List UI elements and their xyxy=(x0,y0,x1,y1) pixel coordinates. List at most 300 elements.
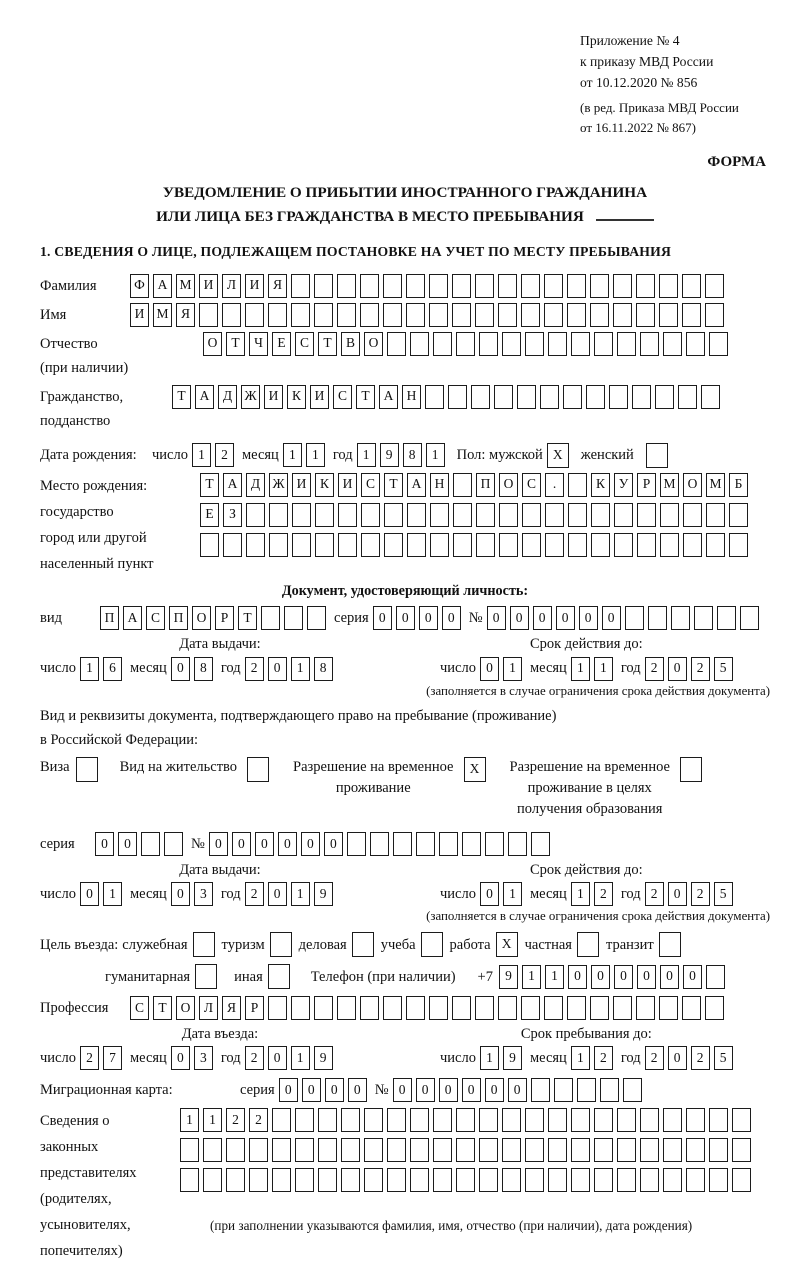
stay-day-input[interactable] xyxy=(480,1046,522,1070)
char-cell[interactable] xyxy=(663,332,682,356)
char-cell[interactable] xyxy=(571,1168,590,1192)
char-cell[interactable]: И xyxy=(292,473,311,497)
char-cell[interactable]: Е xyxy=(272,332,291,356)
char-cell[interactable]: П xyxy=(476,473,495,497)
purpose-rabota-checkbox[interactable] xyxy=(496,932,518,957)
char-cell[interactable]: 0 xyxy=(439,1078,458,1102)
char-cell[interactable]: И xyxy=(264,385,283,409)
char-cell[interactable]: О xyxy=(176,996,195,1020)
purpose-chastnaya-checkbox[interactable] xyxy=(577,932,599,957)
char-cell[interactable] xyxy=(545,503,564,527)
doc-number-input[interactable] xyxy=(487,606,759,630)
char-cell[interactable] xyxy=(517,385,536,409)
char-cell[interactable] xyxy=(448,385,467,409)
char-cell[interactable] xyxy=(370,832,389,856)
char-cell[interactable] xyxy=(245,303,264,327)
char-cell[interactable] xyxy=(594,1108,613,1132)
char-cell[interactable] xyxy=(268,303,287,327)
char-cell[interactable]: Т xyxy=(356,385,375,409)
char-cell[interactable]: И xyxy=(310,385,329,409)
char-cell[interactable]: 0 xyxy=(487,606,506,630)
char-cell[interactable]: А xyxy=(123,606,142,630)
char-cell[interactable] xyxy=(292,533,311,557)
sex-female-checkbox[interactable] xyxy=(646,443,668,468)
entry-month-input[interactable] xyxy=(171,1046,213,1070)
char-cell[interactable] xyxy=(522,503,541,527)
permit-valid-month[interactable] xyxy=(571,882,613,906)
char-cell[interactable] xyxy=(407,533,426,557)
char-cell[interactable]: 2 xyxy=(80,1046,99,1070)
char-cell[interactable] xyxy=(452,303,471,327)
purpose-sluzhebnaya-checkbox[interactable] xyxy=(193,932,215,957)
char-cell[interactable] xyxy=(498,303,517,327)
char-cell[interactable] xyxy=(226,1168,245,1192)
char-cell[interactable]: Р xyxy=(215,606,234,630)
char-cell[interactable]: 2 xyxy=(645,882,664,906)
char-cell[interactable] xyxy=(453,503,472,527)
char-cell[interactable] xyxy=(636,303,655,327)
char-cell[interactable] xyxy=(383,274,402,298)
char-cell[interactable] xyxy=(508,832,527,856)
char-cell[interactable]: Т xyxy=(200,473,219,497)
char-cell[interactable] xyxy=(680,757,702,782)
char-cell[interactable]: П xyxy=(100,606,119,630)
birth-year-input[interactable] xyxy=(357,443,445,467)
char-cell[interactable] xyxy=(203,1138,222,1162)
char-cell[interactable]: Р xyxy=(245,996,264,1020)
entry-day-input[interactable] xyxy=(80,1046,122,1070)
passport-issue-year[interactable] xyxy=(245,657,333,681)
char-cell[interactable] xyxy=(544,274,563,298)
char-cell[interactable] xyxy=(609,385,628,409)
char-cell[interactable]: 0 xyxy=(568,965,587,989)
char-cell[interactable]: Я xyxy=(222,996,241,1020)
char-cell[interactable] xyxy=(295,1108,314,1132)
char-cell[interactable] xyxy=(663,1138,682,1162)
char-cell[interactable] xyxy=(659,996,678,1020)
char-cell[interactable]: 0 xyxy=(171,882,190,906)
migration-series-input[interactable] xyxy=(279,1078,367,1102)
char-cell[interactable] xyxy=(544,996,563,1020)
char-cell[interactable]: М xyxy=(660,473,679,497)
char-cell[interactable] xyxy=(337,303,356,327)
char-cell[interactable]: 0 xyxy=(508,1078,527,1102)
char-cell[interactable] xyxy=(586,385,605,409)
char-cell[interactable] xyxy=(498,996,517,1020)
char-cell[interactable] xyxy=(701,385,720,409)
char-cell[interactable] xyxy=(640,1138,659,1162)
char-cell[interactable]: С xyxy=(146,606,165,630)
char-cell[interactable] xyxy=(314,274,333,298)
permit-valid-year[interactable] xyxy=(645,882,733,906)
char-cell[interactable] xyxy=(494,385,513,409)
doc-kind-input[interactable] xyxy=(100,606,326,630)
char-cell[interactable] xyxy=(337,996,356,1020)
char-cell[interactable] xyxy=(648,606,667,630)
stay-year-input[interactable] xyxy=(645,1046,733,1070)
char-cell[interactable]: 0 xyxy=(602,606,621,630)
birth-day-input[interactable] xyxy=(192,443,234,467)
char-cell[interactable]: Т xyxy=(226,332,245,356)
given-name-input[interactable] xyxy=(130,303,724,327)
char-cell[interactable] xyxy=(577,1078,596,1102)
char-cell[interactable]: 0 xyxy=(268,657,287,681)
purpose-inaya-checkbox[interactable] xyxy=(268,964,290,989)
char-cell[interactable]: 2 xyxy=(594,882,613,906)
char-cell[interactable] xyxy=(284,606,303,630)
char-cell[interactable] xyxy=(76,757,98,782)
char-cell[interactable] xyxy=(525,1108,544,1132)
char-cell[interactable] xyxy=(223,533,242,557)
char-cell[interactable]: 0 xyxy=(171,657,190,681)
char-cell[interactable]: 2 xyxy=(645,657,664,681)
char-cell[interactable] xyxy=(548,1168,567,1192)
char-cell[interactable] xyxy=(406,996,425,1020)
char-cell[interactable] xyxy=(430,503,449,527)
char-cell[interactable]: О xyxy=(683,473,702,497)
char-cell[interactable]: 1 xyxy=(522,965,541,989)
legal-rep-row3[interactable] xyxy=(180,1168,751,1192)
char-cell[interactable]: 2 xyxy=(691,1046,710,1070)
char-cell[interactable] xyxy=(406,303,425,327)
char-cell[interactable] xyxy=(706,965,725,989)
char-cell[interactable] xyxy=(591,503,610,527)
char-cell[interactable] xyxy=(659,303,678,327)
char-cell[interactable] xyxy=(272,1108,291,1132)
entry-year-input[interactable] xyxy=(245,1046,333,1070)
char-cell[interactable] xyxy=(567,274,586,298)
char-cell[interactable] xyxy=(545,533,564,557)
char-cell[interactable] xyxy=(660,503,679,527)
char-cell[interactable] xyxy=(678,385,697,409)
char-cell[interactable] xyxy=(341,1168,360,1192)
char-cell[interactable]: 0 xyxy=(480,882,499,906)
char-cell[interactable] xyxy=(318,1108,337,1132)
char-cell[interactable]: 2 xyxy=(691,882,710,906)
legal-rep-row1[interactable] xyxy=(180,1108,751,1132)
char-cell[interactable] xyxy=(433,1138,452,1162)
char-cell[interactable] xyxy=(456,332,475,356)
char-cell[interactable]: 7 xyxy=(103,1046,122,1070)
char-cell[interactable] xyxy=(433,1168,452,1192)
char-cell[interactable] xyxy=(617,1168,636,1192)
char-cell[interactable] xyxy=(709,1108,728,1132)
char-cell[interactable]: 1 xyxy=(503,882,522,906)
char-cell[interactable]: 1 xyxy=(426,443,445,467)
char-cell[interactable] xyxy=(222,303,241,327)
char-cell[interactable] xyxy=(521,274,540,298)
char-cell[interactable] xyxy=(636,274,655,298)
char-cell[interactable] xyxy=(361,503,380,527)
char-cell[interactable] xyxy=(613,274,632,298)
char-cell[interactable] xyxy=(180,1168,199,1192)
char-cell[interactable]: Ф xyxy=(130,274,149,298)
char-cell[interactable] xyxy=(433,332,452,356)
char-cell[interactable]: 1 xyxy=(203,1108,222,1132)
char-cell[interactable] xyxy=(416,832,435,856)
purpose-gumanitarnaya-checkbox[interactable] xyxy=(195,964,217,989)
char-cell[interactable] xyxy=(568,503,587,527)
char-cell[interactable] xyxy=(246,503,265,527)
char-cell[interactable]: 2 xyxy=(245,882,264,906)
char-cell[interactable] xyxy=(270,932,292,957)
residence-permit-checkbox[interactable] xyxy=(247,757,269,782)
char-cell[interactable]: 0 xyxy=(668,882,687,906)
char-cell[interactable] xyxy=(640,1168,659,1192)
char-cell[interactable]: 0 xyxy=(255,832,274,856)
purpose-tranzit-checkbox[interactable] xyxy=(659,932,681,957)
char-cell[interactable] xyxy=(548,1138,567,1162)
char-cell[interactable] xyxy=(338,503,357,527)
char-cell[interactable]: Ж xyxy=(269,473,288,497)
char-cell[interactable] xyxy=(709,1138,728,1162)
char-cell[interactable]: 0 xyxy=(462,1078,481,1102)
char-cell[interactable]: Д xyxy=(246,473,265,497)
char-cell[interactable]: Д xyxy=(218,385,237,409)
char-cell[interactable] xyxy=(682,996,701,1020)
char-cell[interactable] xyxy=(341,1138,360,1162)
char-cell[interactable] xyxy=(269,503,288,527)
char-cell[interactable] xyxy=(407,503,426,527)
char-cell[interactable]: 0 xyxy=(325,1078,344,1102)
stay-month-input[interactable] xyxy=(571,1046,613,1070)
patronymic-input[interactable] xyxy=(203,332,728,356)
char-cell[interactable]: X xyxy=(496,932,518,957)
char-cell[interactable] xyxy=(640,1108,659,1132)
char-cell[interactable]: 0 xyxy=(268,882,287,906)
char-cell[interactable] xyxy=(686,1138,705,1162)
char-cell[interactable]: А xyxy=(223,473,242,497)
char-cell[interactable]: 0 xyxy=(614,965,633,989)
char-cell[interactable] xyxy=(475,274,494,298)
char-cell[interactable] xyxy=(613,303,632,327)
char-cell[interactable]: 8 xyxy=(403,443,422,467)
char-cell[interactable]: 0 xyxy=(279,1078,298,1102)
char-cell[interactable]: 0 xyxy=(302,1078,321,1102)
birth-place-row2[interactable] xyxy=(200,503,748,527)
char-cell[interactable]: 0 xyxy=(419,606,438,630)
char-cell[interactable] xyxy=(387,1108,406,1132)
char-cell[interactable]: 0 xyxy=(118,832,137,856)
char-cell[interactable]: 0 xyxy=(668,1046,687,1070)
char-cell[interactable] xyxy=(732,1138,751,1162)
char-cell[interactable] xyxy=(180,1138,199,1162)
char-cell[interactable]: 0 xyxy=(171,1046,190,1070)
char-cell[interactable]: 1 xyxy=(192,443,211,467)
visa-checkbox[interactable] xyxy=(76,757,98,782)
char-cell[interactable] xyxy=(594,1138,613,1162)
char-cell[interactable] xyxy=(421,932,443,957)
char-cell[interactable] xyxy=(686,1108,705,1132)
char-cell[interactable]: 0 xyxy=(268,1046,287,1070)
char-cell[interactable]: 0 xyxy=(373,606,392,630)
char-cell[interactable]: 1 xyxy=(291,882,310,906)
char-cell[interactable] xyxy=(683,533,702,557)
char-cell[interactable] xyxy=(456,1138,475,1162)
char-cell[interactable] xyxy=(591,533,610,557)
char-cell[interactable]: 1 xyxy=(571,657,590,681)
birth-month-input[interactable] xyxy=(283,443,325,467)
char-cell[interactable]: 2 xyxy=(245,1046,264,1070)
char-cell[interactable] xyxy=(499,503,518,527)
char-cell[interactable]: С xyxy=(333,385,352,409)
char-cell[interactable] xyxy=(594,1168,613,1192)
char-cell[interactable] xyxy=(548,1108,567,1132)
char-cell[interactable]: 1 xyxy=(357,443,376,467)
char-cell[interactable] xyxy=(740,606,759,630)
char-cell[interactable] xyxy=(659,274,678,298)
char-cell[interactable] xyxy=(531,832,550,856)
char-cell[interactable] xyxy=(590,996,609,1020)
char-cell[interactable] xyxy=(554,1078,573,1102)
char-cell[interactable] xyxy=(594,332,613,356)
char-cell[interactable]: О xyxy=(499,473,518,497)
char-cell[interactable]: 0 xyxy=(442,606,461,630)
char-cell[interactable] xyxy=(732,1108,751,1132)
char-cell[interactable]: 5 xyxy=(714,882,733,906)
char-cell[interactable]: 1 xyxy=(480,1046,499,1070)
char-cell[interactable]: 0 xyxy=(533,606,552,630)
char-cell[interactable] xyxy=(640,332,659,356)
char-cell[interactable]: С xyxy=(130,996,149,1020)
char-cell[interactable]: О xyxy=(192,606,211,630)
char-cell[interactable] xyxy=(315,503,334,527)
char-cell[interactable] xyxy=(682,274,701,298)
profession-input[interactable] xyxy=(130,996,724,1020)
char-cell[interactable] xyxy=(226,1138,245,1162)
char-cell[interactable]: 0 xyxy=(301,832,320,856)
char-cell[interactable]: 0 xyxy=(209,832,228,856)
char-cell[interactable]: 0 xyxy=(80,882,99,906)
char-cell[interactable] xyxy=(387,1168,406,1192)
char-cell[interactable] xyxy=(246,533,265,557)
permit-number-input[interactable] xyxy=(209,832,550,856)
char-cell[interactable]: 1 xyxy=(503,657,522,681)
char-cell[interactable] xyxy=(682,303,701,327)
char-cell[interactable] xyxy=(193,932,215,957)
char-cell[interactable] xyxy=(387,1138,406,1162)
char-cell[interactable]: 9 xyxy=(499,965,518,989)
char-cell[interactable] xyxy=(479,332,498,356)
char-cell[interactable] xyxy=(200,533,219,557)
char-cell[interactable]: Н xyxy=(402,385,421,409)
char-cell[interactable] xyxy=(502,1108,521,1132)
char-cell[interactable] xyxy=(249,1168,268,1192)
char-cell[interactable] xyxy=(479,1108,498,1132)
char-cell[interactable]: А xyxy=(195,385,214,409)
char-cell[interactable]: 0 xyxy=(396,606,415,630)
char-cell[interactable] xyxy=(360,996,379,1020)
char-cell[interactable]: 9 xyxy=(314,1046,333,1070)
purpose-turizm-checkbox[interactable] xyxy=(270,932,292,957)
char-cell[interactable]: 2 xyxy=(691,657,710,681)
char-cell[interactable]: И xyxy=(199,274,218,298)
char-cell[interactable] xyxy=(429,303,448,327)
char-cell[interactable]: И xyxy=(245,274,264,298)
char-cell[interactable] xyxy=(717,606,736,630)
char-cell[interactable] xyxy=(164,832,183,856)
char-cell[interactable]: 0 xyxy=(348,1078,367,1102)
char-cell[interactable] xyxy=(314,303,333,327)
char-cell[interactable]: 0 xyxy=(668,657,687,681)
char-cell[interactable] xyxy=(646,443,668,468)
char-cell[interactable] xyxy=(568,533,587,557)
char-cell[interactable]: З xyxy=(223,503,242,527)
char-cell[interactable]: А xyxy=(153,274,172,298)
char-cell[interactable] xyxy=(522,533,541,557)
char-cell[interactable]: 0 xyxy=(480,657,499,681)
char-cell[interactable] xyxy=(671,606,690,630)
char-cell[interactable] xyxy=(462,832,481,856)
birth-place-row1[interactable] xyxy=(200,473,748,497)
purpose-ucheba-checkbox[interactable] xyxy=(421,932,443,957)
char-cell[interactable]: С xyxy=(295,332,314,356)
char-cell[interactable] xyxy=(632,385,651,409)
char-cell[interactable] xyxy=(360,274,379,298)
char-cell[interactable] xyxy=(318,1168,337,1192)
char-cell[interactable] xyxy=(383,996,402,1020)
char-cell[interactable] xyxy=(452,274,471,298)
char-cell[interactable] xyxy=(471,385,490,409)
char-cell[interactable] xyxy=(476,533,495,557)
char-cell[interactable] xyxy=(498,274,517,298)
char-cell[interactable] xyxy=(410,1138,429,1162)
char-cell[interactable] xyxy=(567,996,586,1020)
char-cell[interactable]: С xyxy=(361,473,380,497)
char-cell[interactable]: 2 xyxy=(226,1108,245,1132)
char-cell[interactable]: М xyxy=(706,473,725,497)
char-cell[interactable] xyxy=(352,932,374,957)
char-cell[interactable] xyxy=(383,303,402,327)
char-cell[interactable]: И xyxy=(338,473,357,497)
char-cell[interactable]: X xyxy=(547,443,569,468)
char-cell[interactable] xyxy=(637,503,656,527)
char-cell[interactable]: 1 xyxy=(306,443,325,467)
char-cell[interactable]: 0 xyxy=(278,832,297,856)
char-cell[interactable]: X xyxy=(464,757,486,782)
char-cell[interactable]: П xyxy=(169,606,188,630)
char-cell[interactable] xyxy=(655,385,674,409)
char-cell[interactable] xyxy=(307,606,326,630)
birth-place-row3[interactable] xyxy=(200,533,748,557)
char-cell[interactable] xyxy=(199,303,218,327)
char-cell[interactable] xyxy=(429,996,448,1020)
char-cell[interactable]: 0 xyxy=(324,832,343,856)
char-cell[interactable]: 1 xyxy=(571,882,590,906)
citizenship-input[interactable] xyxy=(172,385,720,409)
char-cell[interactable]: 1 xyxy=(283,443,302,467)
sex-male-checkbox[interactable] xyxy=(547,443,569,468)
permit-issue-month[interactable] xyxy=(171,882,213,906)
char-cell[interactable]: 2 xyxy=(645,1046,664,1070)
char-cell[interactable] xyxy=(571,1108,590,1132)
char-cell[interactable] xyxy=(384,533,403,557)
char-cell[interactable] xyxy=(291,996,310,1020)
char-cell[interactable] xyxy=(637,533,656,557)
char-cell[interactable]: 1 xyxy=(180,1108,199,1132)
char-cell[interactable]: К xyxy=(315,473,334,497)
char-cell[interactable] xyxy=(729,533,748,557)
char-cell[interactable] xyxy=(521,303,540,327)
permit-issue-year[interactable] xyxy=(245,882,333,906)
char-cell[interactable]: Т xyxy=(238,606,257,630)
char-cell[interactable]: Б xyxy=(729,473,748,497)
char-cell[interactable] xyxy=(384,503,403,527)
char-cell[interactable] xyxy=(439,832,458,856)
char-cell[interactable] xyxy=(406,274,425,298)
char-cell[interactable] xyxy=(694,606,713,630)
char-cell[interactable] xyxy=(456,1168,475,1192)
